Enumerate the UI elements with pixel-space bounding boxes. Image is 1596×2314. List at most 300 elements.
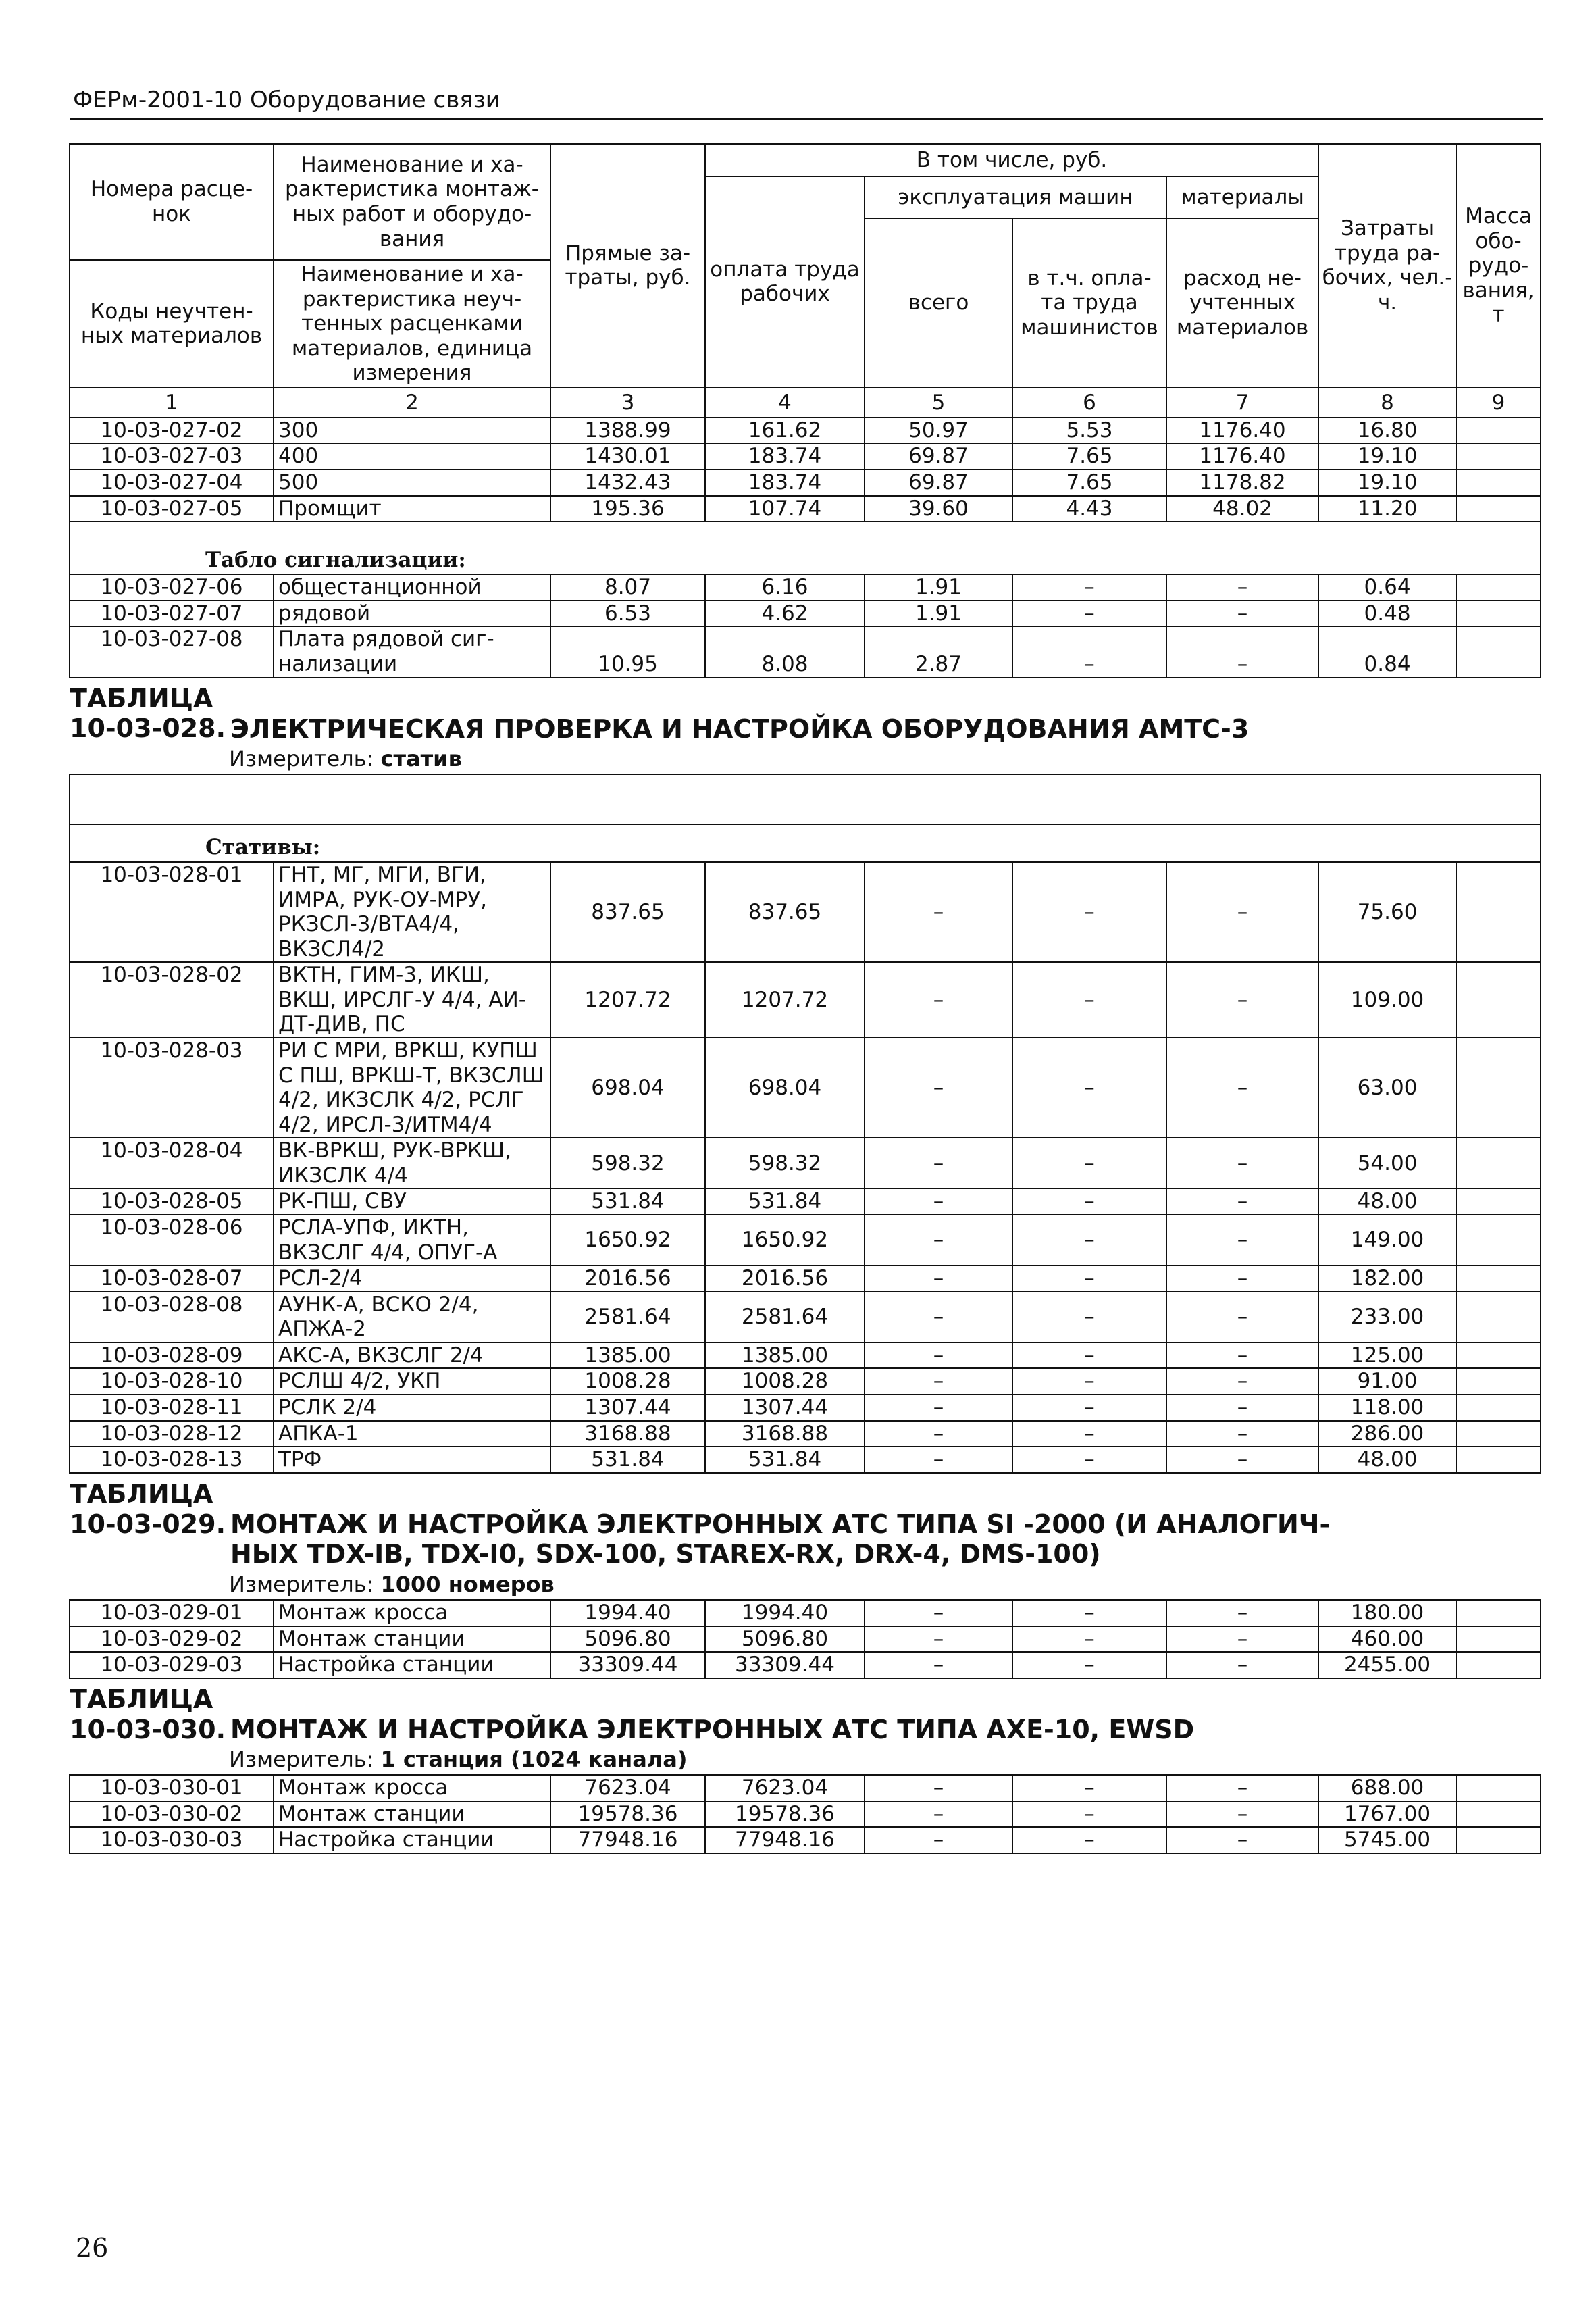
equipment-mass [1456, 862, 1541, 962]
worker-pay: 1385.00 [705, 1342, 865, 1369]
equipment-mass [1456, 1447, 1541, 1473]
rate-code: 10-03-027-08 [70, 626, 274, 677]
machinist-pay: – [1012, 1215, 1166, 1265]
direct-costs: 6.53 [550, 601, 705, 627]
equipment-mass [1456, 962, 1541, 1038]
labor-hours: 5745.00 [1318, 1827, 1456, 1853]
machine-total: – [865, 1626, 1012, 1653]
machinist-pay: 4.43 [1012, 496, 1166, 522]
header-direct-costs: Прямые за-траты, руб. [550, 144, 705, 388]
direct-costs: 77948.16 [550, 1827, 705, 1853]
equipment-mass [1456, 1138, 1541, 1188]
direct-costs: 2581.64 [550, 1292, 705, 1342]
machinist-pay: – [1012, 626, 1166, 677]
labor-hours: 48.00 [1318, 1188, 1456, 1215]
table-row [70, 1421, 1541, 1447]
section-title: Табло сигнализации: [70, 522, 1541, 574]
rate-code: 10-03-030-01 [70, 1775, 274, 1801]
equipment-mass [1456, 1188, 1541, 1215]
equipment-mass [1456, 470, 1541, 496]
machine-total: – [865, 1188, 1012, 1215]
table-row [70, 1600, 1541, 1626]
machine-total: – [865, 1652, 1012, 1678]
machinist-pay: – [1012, 1265, 1166, 1292]
worker-pay: 531.84 [705, 1188, 865, 1215]
equipment-mass [1456, 418, 1541, 444]
direct-costs: 2016.56 [550, 1265, 705, 1292]
machine-total: – [865, 1138, 1012, 1188]
work-name: АКС-А, ВКЗСЛГ 2/4 [274, 1342, 550, 1369]
section-tablo [70, 522, 1541, 574]
work-name: ВКТН, ГИМ-3, ИКШ, ВКШ, ИРСЛГ-У 4/4, АИ-ДТ-ДИВ, ПС [274, 962, 550, 1038]
materials-consumption: – [1166, 626, 1318, 677]
work-name: РК-ПШ, СВУ [274, 1188, 550, 1215]
equipment-mass [1456, 496, 1541, 522]
rate-code: 10-03-028-09 [70, 1342, 274, 1369]
direct-costs: 598.32 [550, 1138, 705, 1188]
machine-total: – [865, 1421, 1012, 1447]
table-row [70, 1827, 1541, 1853]
work-name: Промщит [274, 496, 550, 522]
labor-hours: 109.00 [1318, 962, 1456, 1038]
header-machinist-pay: в т.ч. опла-та труда машинистов [1012, 218, 1166, 388]
table-title: ТАБЛИЦА 10-03-028. ЭЛЕКТРИЧЕСКАЯ ПРОВЕРКА И НАСТРОЙКА ОБОРУДОВАНИЯ АМТС-3 [70, 678, 1541, 747]
materials-consumption: – [1166, 1421, 1318, 1447]
materials-consumption: – [1166, 601, 1318, 627]
work-name: 500 [274, 470, 550, 496]
work-name: рядовой [274, 601, 550, 627]
labor-hours: 1767.00 [1318, 1801, 1456, 1828]
labor-hours: 180.00 [1318, 1600, 1456, 1626]
worker-pay: 531.84 [705, 1447, 865, 1473]
worker-pay: 1207.72 [705, 962, 865, 1038]
rate-code: 10-03-028-08 [70, 1292, 274, 1342]
machine-total: 2.87 [865, 626, 1012, 677]
machine-total: – [865, 1368, 1012, 1394]
work-name: РСЛА-УПФ, ИКТН, ВКЗСЛГ 4/4, ОПУГ-А [274, 1215, 550, 1265]
labor-hours: 54.00 [1318, 1138, 1456, 1188]
worker-pay: 183.74 [705, 470, 865, 496]
materials-consumption: 1178.82 [1166, 470, 1318, 496]
materials-consumption: 48.02 [1166, 496, 1318, 522]
header-unaccounted-materials: расход не-учтенных материалов [1166, 218, 1318, 388]
machinist-pay: – [1012, 1292, 1166, 1342]
direct-costs: 8.07 [550, 574, 705, 601]
machinist-pay: – [1012, 1775, 1166, 1801]
col-num: 1 [70, 388, 274, 418]
equipment-mass [1456, 1394, 1541, 1421]
materials-consumption: – [1166, 1342, 1318, 1369]
table-row [70, 962, 1541, 1038]
machinist-pay: – [1012, 1447, 1166, 1473]
materials-consumption: – [1166, 1652, 1318, 1678]
labor-hours: 16.80 [1318, 418, 1456, 444]
table-030-heading [70, 1678, 1541, 1775]
materials-consumption: – [1166, 1775, 1318, 1801]
work-name: ВК-ВРКШ, РУК-ВРКШ, ИКЗСЛК 4/4 [274, 1138, 550, 1188]
equipment-mass [1456, 626, 1541, 677]
worker-pay: 2581.64 [705, 1292, 865, 1342]
table-row [70, 1652, 1541, 1678]
equipment-mass [1456, 1652, 1541, 1678]
worker-pay: 2016.56 [705, 1265, 865, 1292]
machinist-pay: – [1012, 1626, 1166, 1653]
header-materials: материалы [1166, 176, 1318, 218]
worker-pay: 6.16 [705, 574, 865, 601]
machinist-pay: – [1012, 601, 1166, 627]
measure-line: Измеритель: 1 станция (1024 канала) [229, 1747, 688, 1773]
machinist-pay: – [1012, 1421, 1166, 1447]
work-name: АУНК-А, ВСКО 2/4, АПЖА-2 [274, 1292, 550, 1342]
header-including: В том числе, руб. [705, 144, 1318, 176]
labor-hours: 460.00 [1318, 1626, 1456, 1653]
group-030 [70, 1775, 1541, 1853]
materials-consumption: – [1166, 1600, 1318, 1626]
table-row [70, 1188, 1541, 1215]
table-row [70, 1265, 1541, 1292]
equipment-mass [1456, 1038, 1541, 1138]
machine-total: 39.60 [865, 496, 1012, 522]
materials-consumption: – [1166, 962, 1318, 1038]
direct-costs: 195.36 [550, 496, 705, 522]
materials-consumption: – [1166, 1394, 1318, 1421]
machine-total: 69.87 [865, 470, 1012, 496]
page-number: 26 [76, 2233, 109, 2263]
machine-total: – [865, 1342, 1012, 1369]
labor-hours: 118.00 [1318, 1394, 1456, 1421]
table-row [70, 1215, 1541, 1265]
table-row [70, 1038, 1541, 1138]
worker-pay: 33309.44 [705, 1652, 865, 1678]
measure-line: Измеритель: статив [229, 747, 462, 772]
table-row [70, 1292, 1541, 1342]
equipment-mass [1456, 1827, 1541, 1853]
machinist-pay: – [1012, 1188, 1166, 1215]
machine-total: – [865, 962, 1012, 1038]
materials-consumption: – [1166, 1292, 1318, 1342]
rate-code: 10-03-027-04 [70, 470, 274, 496]
materials-consumption: – [1166, 1447, 1318, 1473]
rate-code: 10-03-027-07 [70, 601, 274, 627]
machinist-pay: – [1012, 1038, 1166, 1138]
rate-code: 10-03-030-03 [70, 1827, 274, 1853]
direct-costs: 1388.99 [550, 418, 705, 444]
rate-code: 10-03-028-12 [70, 1421, 274, 1447]
worker-pay: 107.74 [705, 496, 865, 522]
worker-pay: 77948.16 [705, 1827, 865, 1853]
machine-total: – [865, 1775, 1012, 1801]
rate-code: 10-03-027-06 [70, 574, 274, 601]
table-row [70, 496, 1541, 522]
direct-costs: 3168.88 [550, 1421, 705, 1447]
table-row [70, 1801, 1541, 1828]
work-name: Монтаж станции [274, 1801, 550, 1828]
labor-hours: 149.00 [1318, 1215, 1456, 1265]
work-name: общестанционной [274, 574, 550, 601]
work-name: Плата рядовой сиг-нализации [274, 626, 550, 677]
work-name: Монтаж кросса [274, 1600, 550, 1626]
group-028 [70, 862, 1541, 1473]
machinist-pay: – [1012, 1801, 1166, 1828]
group-027-tablo [70, 574, 1541, 677]
col-num: 4 [705, 388, 865, 418]
machinist-pay: – [1012, 862, 1166, 962]
labor-hours: 0.64 [1318, 574, 1456, 601]
machine-total: 1.91 [865, 601, 1012, 627]
group-027 [70, 418, 1541, 522]
table-title: ТАБЛИЦА 10-03-030. МОНТАЖ И НАСТРОЙКА ЭЛЕКТРОННЫХ АТС ТИПА AXE-10, EWSD [70, 1678, 1541, 1748]
machine-total: – [865, 1265, 1012, 1292]
labor-hours: 0.84 [1318, 626, 1456, 677]
labor-hours: 19.10 [1318, 470, 1456, 496]
machine-total: 50.97 [865, 418, 1012, 444]
table-row [70, 1138, 1541, 1188]
header-worker-pay: оплата труда рабочих [705, 176, 865, 388]
col-num: 7 [1166, 388, 1318, 418]
header-rule [70, 118, 1543, 120]
direct-costs: 1650.92 [550, 1215, 705, 1265]
worker-pay: 8.08 [705, 626, 865, 677]
work-name: ТРФ [274, 1447, 550, 1473]
worker-pay: 837.65 [705, 862, 865, 962]
col-num: 6 [1012, 388, 1166, 418]
rate-code: 10-03-028-07 [70, 1265, 274, 1292]
equipment-mass [1456, 1600, 1541, 1626]
direct-costs: 531.84 [550, 1447, 705, 1473]
machinist-pay: – [1012, 1342, 1166, 1369]
machinist-pay: 7.65 [1012, 470, 1166, 496]
rate-code: 10-03-030-02 [70, 1801, 274, 1828]
table-row [70, 574, 1541, 601]
equipment-mass [1456, 1801, 1541, 1828]
equipment-mass [1456, 1265, 1541, 1292]
col-num: 2 [274, 388, 550, 418]
header-labor-hours: Затраты труда ра-бочих, чел.-ч. [1318, 144, 1456, 388]
col-num: 8 [1318, 388, 1456, 418]
labor-hours: 0.48 [1318, 601, 1456, 627]
header-machine-total: всего [865, 218, 1012, 388]
rate-code: 10-03-028-05 [70, 1188, 274, 1215]
worker-pay: 3168.88 [705, 1421, 865, 1447]
machine-total: 69.87 [865, 443, 1012, 470]
direct-costs: 698.04 [550, 1038, 705, 1138]
header-material-codes: Коды неучтен-ных материалов [70, 260, 274, 388]
equipment-mass [1456, 1292, 1541, 1342]
materials-consumption: – [1166, 1038, 1318, 1138]
worker-pay: 1650.92 [705, 1215, 865, 1265]
direct-costs: 7623.04 [550, 1775, 705, 1801]
col-num: 5 [865, 388, 1012, 418]
machine-total: – [865, 1801, 1012, 1828]
spacer-row [70, 774, 1541, 824]
materials-consumption: 1176.40 [1166, 443, 1318, 470]
labor-hours: 19.10 [1318, 443, 1456, 470]
materials-consumption: – [1166, 1188, 1318, 1215]
machinist-pay: 5.53 [1012, 418, 1166, 444]
rates-table [69, 143, 1541, 1854]
rate-code: 10-03-028-01 [70, 862, 274, 962]
machinist-pay: 7.65 [1012, 443, 1166, 470]
equipment-mass [1456, 574, 1541, 601]
labor-hours: 2455.00 [1318, 1652, 1456, 1678]
col-num: 9 [1456, 388, 1541, 418]
materials-consumption: 1176.40 [1166, 418, 1318, 444]
labor-hours: 48.00 [1318, 1447, 1456, 1473]
machine-total: – [865, 1827, 1012, 1853]
measure-line: Измеритель: 1000 номеров [229, 1572, 555, 1598]
equipment-mass [1456, 1775, 1541, 1801]
labor-hours: 91.00 [1318, 1368, 1456, 1394]
labor-hours: 688.00 [1318, 1775, 1456, 1801]
machinist-pay: – [1012, 574, 1166, 601]
rate-code: 10-03-028-11 [70, 1394, 274, 1421]
materials-consumption: – [1166, 1801, 1318, 1828]
column-numbers-row [70, 388, 1541, 418]
materials-consumption: – [1166, 1265, 1318, 1292]
materials-consumption: – [1166, 1626, 1318, 1653]
work-name: АПКА-1 [274, 1421, 550, 1447]
work-name: ГНТ, МГ, МГИ, ВГИ, ИМРА, РУК-ОУ-МРУ, РКЗСЛ-3/ВТА4/4, ВКЗСЛ4/2 [274, 862, 550, 962]
section-title: Стативы: [70, 824, 1541, 862]
group-029 [70, 1600, 1541, 1678]
table-row [70, 601, 1541, 627]
worker-pay: 698.04 [705, 1038, 865, 1138]
direct-costs: 10.95 [550, 626, 705, 677]
machine-total: – [865, 1394, 1012, 1421]
header-work-name: Наименование и ха-рактеристика монтаж-ных работ и оборудо-вания [274, 144, 550, 260]
table-row [70, 418, 1541, 444]
worker-pay: 5096.80 [705, 1626, 865, 1653]
work-name: Монтаж кросса [274, 1775, 550, 1801]
table-row [70, 1447, 1541, 1473]
table-row [70, 626, 1541, 677]
table-row [70, 1394, 1541, 1421]
direct-costs: 1432.43 [550, 470, 705, 496]
worker-pay: 183.74 [705, 443, 865, 470]
header-rate-numbers: Номера расце-нок [70, 144, 274, 260]
rate-code: 10-03-027-02 [70, 418, 274, 444]
materials-consumption: – [1166, 862, 1318, 962]
col-num: 3 [550, 388, 705, 418]
direct-costs: 5096.80 [550, 1626, 705, 1653]
machinist-pay: – [1012, 1138, 1166, 1188]
labor-hours: 182.00 [1318, 1265, 1456, 1292]
table-row [70, 470, 1541, 496]
header-material-names: Наименование и ха-рактеристика неуч-тенных расценками материалов, единица измерения [274, 260, 550, 388]
machinist-pay: – [1012, 1600, 1166, 1626]
materials-consumption: – [1166, 1138, 1318, 1188]
direct-costs: 1994.40 [550, 1600, 705, 1626]
equipment-mass [1456, 443, 1541, 470]
machine-total: – [865, 1292, 1012, 1342]
direct-costs: 19578.36 [550, 1801, 705, 1828]
equipment-mass [1456, 1368, 1541, 1394]
materials-consumption: – [1166, 1827, 1318, 1853]
rate-code: 10-03-027-05 [70, 496, 274, 522]
rate-code: 10-03-027-03 [70, 443, 274, 470]
direct-costs: 1207.72 [550, 962, 705, 1038]
rate-code: 10-03-029-01 [70, 1600, 274, 1626]
rate-code: 10-03-028-10 [70, 1368, 274, 1394]
direct-costs: 1385.00 [550, 1342, 705, 1369]
table-header [70, 144, 1541, 418]
work-name: 300 [274, 418, 550, 444]
equipment-mass [1456, 1215, 1541, 1265]
machine-total: – [865, 1600, 1012, 1626]
machinist-pay: – [1012, 1827, 1166, 1853]
worker-pay: 598.32 [705, 1138, 865, 1188]
worker-pay: 4.62 [705, 601, 865, 627]
equipment-mass [1456, 1342, 1541, 1369]
rate-code: 10-03-028-04 [70, 1138, 274, 1188]
table-row [70, 862, 1541, 962]
materials-consumption: – [1166, 1215, 1318, 1265]
equipment-mass [1456, 1626, 1541, 1653]
machine-total: – [865, 1215, 1012, 1265]
work-name: Настройка станции [274, 1652, 550, 1678]
machine-total: – [865, 862, 1012, 962]
table-row [70, 1775, 1541, 1801]
header-mass: Масса обо-рудо-вания, т [1456, 144, 1541, 388]
table-row [70, 443, 1541, 470]
worker-pay: 1994.40 [705, 1600, 865, 1626]
rate-code: 10-03-029-03 [70, 1652, 274, 1678]
rate-code: 10-03-029-02 [70, 1626, 274, 1653]
rate-code: 10-03-028-06 [70, 1215, 274, 1265]
table-029-heading [70, 1473, 1541, 1600]
work-name: Монтаж станции [274, 1626, 550, 1653]
rate-code: 10-03-028-13 [70, 1447, 274, 1473]
machinist-pay: – [1012, 962, 1166, 1038]
labor-hours: 233.00 [1318, 1292, 1456, 1342]
direct-costs: 1307.44 [550, 1394, 705, 1421]
machinist-pay: – [1012, 1652, 1166, 1678]
labor-hours: 75.60 [1318, 862, 1456, 962]
direct-costs: 1008.28 [550, 1368, 705, 1394]
machine-total: – [865, 1447, 1012, 1473]
labor-hours: 286.00 [1318, 1421, 1456, 1447]
table-row [70, 1368, 1541, 1394]
worker-pay: 1008.28 [705, 1368, 865, 1394]
table-row [70, 1342, 1541, 1369]
labor-hours: 11.20 [1318, 496, 1456, 522]
materials-consumption: – [1166, 574, 1318, 601]
direct-costs: 837.65 [550, 862, 705, 962]
header-machine-operation: эксплуатация машин [865, 176, 1166, 218]
worker-pay: 1307.44 [705, 1394, 865, 1421]
direct-costs: 1430.01 [550, 443, 705, 470]
table-title: ТАБЛИЦА 10-03-029. МОНТАЖ И НАСТРОЙКА ЭЛЕКТРОННЫХ АТС ТИПА SI -2000 (И АНАЛОГИЧ- НЫХ TDX-IB, TDX-I0, SDX-100, STAREX-RX, DRX-4, DMS-100) [70, 1473, 1541, 1572]
machine-total: – [865, 1038, 1012, 1138]
worker-pay: 161.62 [705, 418, 865, 444]
work-name: РСЛ-2/4 [274, 1265, 550, 1292]
work-name: РИ С МРИ, ВРКШ, КУПШ С ПШ, ВРКШ-Т, ВКЗСЛШ 4/2, ИКЗСЛК 4/2, РСЛГ 4/2, ИРСЛ-3/ИТМ4/4 [274, 1038, 550, 1138]
work-name: Настройка станции [274, 1827, 550, 1853]
machine-total: 1.91 [865, 574, 1012, 601]
work-name: РСЛШ 4/2, УКП [274, 1368, 550, 1394]
machinist-pay: – [1012, 1368, 1166, 1394]
running-head: ФЕРм-2001-10 Оборудование связи [73, 86, 500, 114]
labor-hours: 125.00 [1318, 1342, 1456, 1369]
direct-costs: 531.84 [550, 1188, 705, 1215]
equipment-mass [1456, 601, 1541, 627]
labor-hours: 63.00 [1318, 1038, 1456, 1138]
table-row [70, 1626, 1541, 1653]
materials-consumption: – [1166, 1368, 1318, 1394]
worker-pay: 19578.36 [705, 1801, 865, 1828]
worker-pay: 7623.04 [705, 1775, 865, 1801]
work-name: 400 [274, 443, 550, 470]
